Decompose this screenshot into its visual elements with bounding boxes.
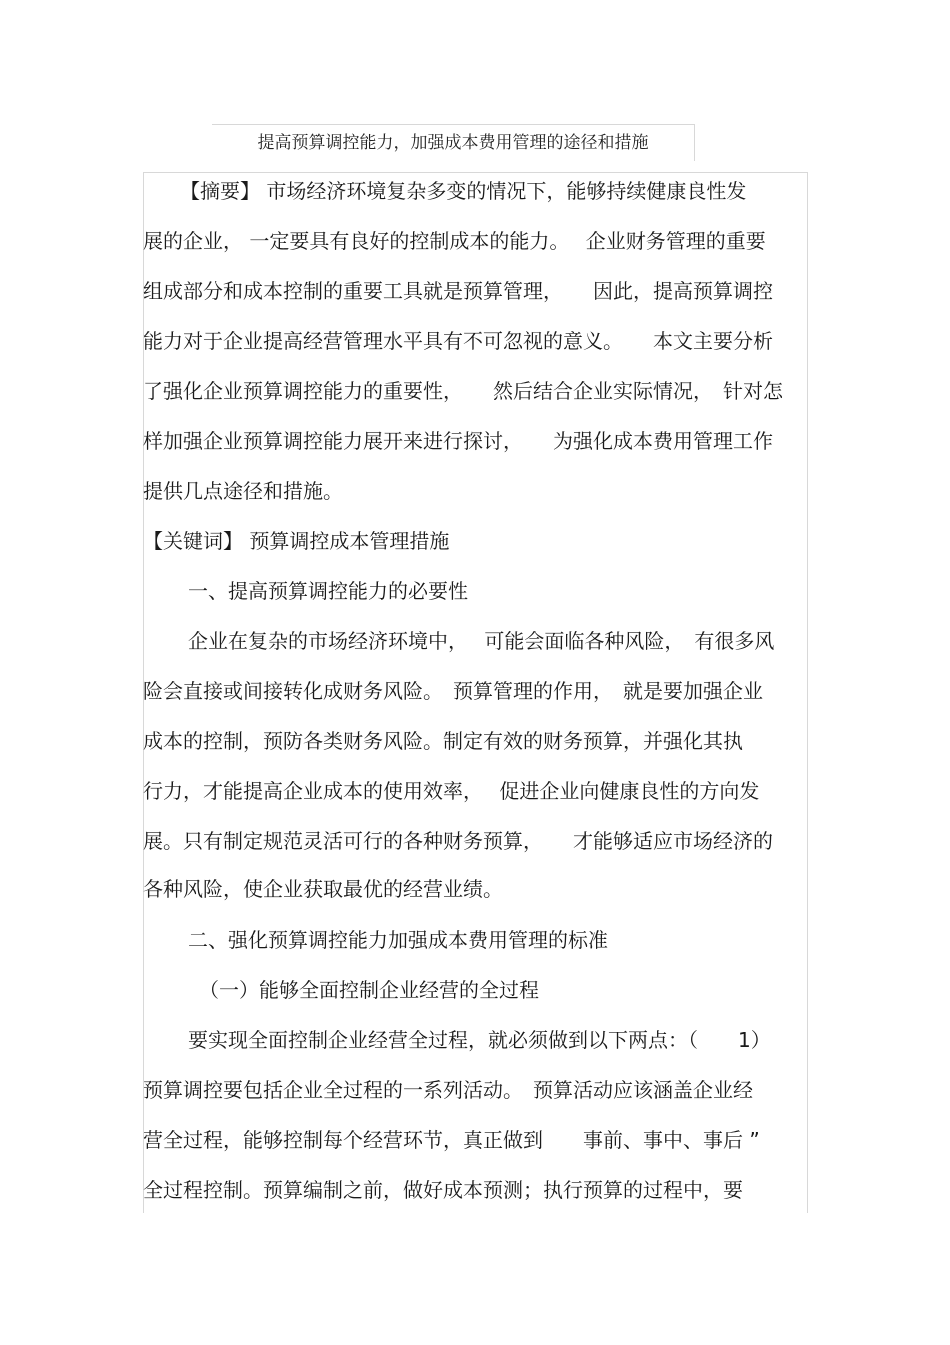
title-frame xyxy=(212,124,695,161)
paragraph-line: 企业在复杂的市场经济环境中， 可能会面临各种风险， 有很多风 xyxy=(188,629,775,653)
paragraph-line: 营全过程，能够控制每个经营环节，真正做到 事前、事中、事后 ” xyxy=(143,1128,760,1152)
keywords-line: 【关键词】 预算调控成本管理措施 xyxy=(143,529,450,553)
abstract-line-7: 提供几点途径和措施。 xyxy=(143,479,343,503)
section-heading-2: 二、强化预算调控能力加强成本费用管理的标准 xyxy=(188,928,608,952)
paragraph-line: 全过程控制。预算编制之前，做好成本预测；执行预算的过程中，要 xyxy=(143,1178,743,1202)
subsection-heading-1: （一）能够全面控制企业经营的全过程 xyxy=(199,978,539,1002)
paragraph-line: 展。只有制定规范灵活可行的各种财务预算， 才能够适应市场经济的 xyxy=(143,829,773,853)
abstract-line-5: 了强化企业预算调控能力的重要性， 然后结合企业实际情况， 针对怎 xyxy=(143,379,783,403)
paragraph-line: 各种风险，使企业获取最优的经营业绩。 xyxy=(143,877,503,901)
abstract-line-6: 样加强企业预算调控能力展开来进行探讨， 为强化成本费用管理工作 xyxy=(143,429,773,453)
paragraph-line: 险会直接或间接转化成财务风险。 预算管理的作用， 就是要加强企业 xyxy=(143,679,763,703)
abstract-line-3: 组成部分和成本控制的重要工具就是预算管理， 因此，提高预算调控 xyxy=(143,279,773,303)
abstract-line-1: 【摘要】 市场经济环境复杂多变的情况下，能够持续健康良性发 xyxy=(180,179,747,203)
abstract-line-2: 展的企业， 一定要具有良好的控制成本的能力。 企业财务管理的重要 xyxy=(143,229,766,253)
paragraph-line: 行力，才能提高企业成本的使用效率， 促进企业向健康良性的方向发 xyxy=(143,779,760,803)
section-heading-1: 一、提高预算调控能力的必要性 xyxy=(188,579,468,603)
paragraph-line: 预算调控要包括企业全过程的一系列活动。 预算活动应该涵盖企业经 xyxy=(143,1078,753,1102)
abstract-line-4: 能力对于企业提高经营管理水平具有不可忽视的意义。 本文主要分析 xyxy=(143,329,773,353)
document-title: 提高预算调控能力，加强成本费用管理的途径和措施 xyxy=(257,133,649,153)
paragraph-line: 成本的控制，预防各类财务风险。制定有效的财务预算，并强化其执 xyxy=(143,729,743,753)
paragraph-line: 要实现全面控制企业经营全过程，就必须做到以下两点：（ 1） xyxy=(188,1028,771,1052)
